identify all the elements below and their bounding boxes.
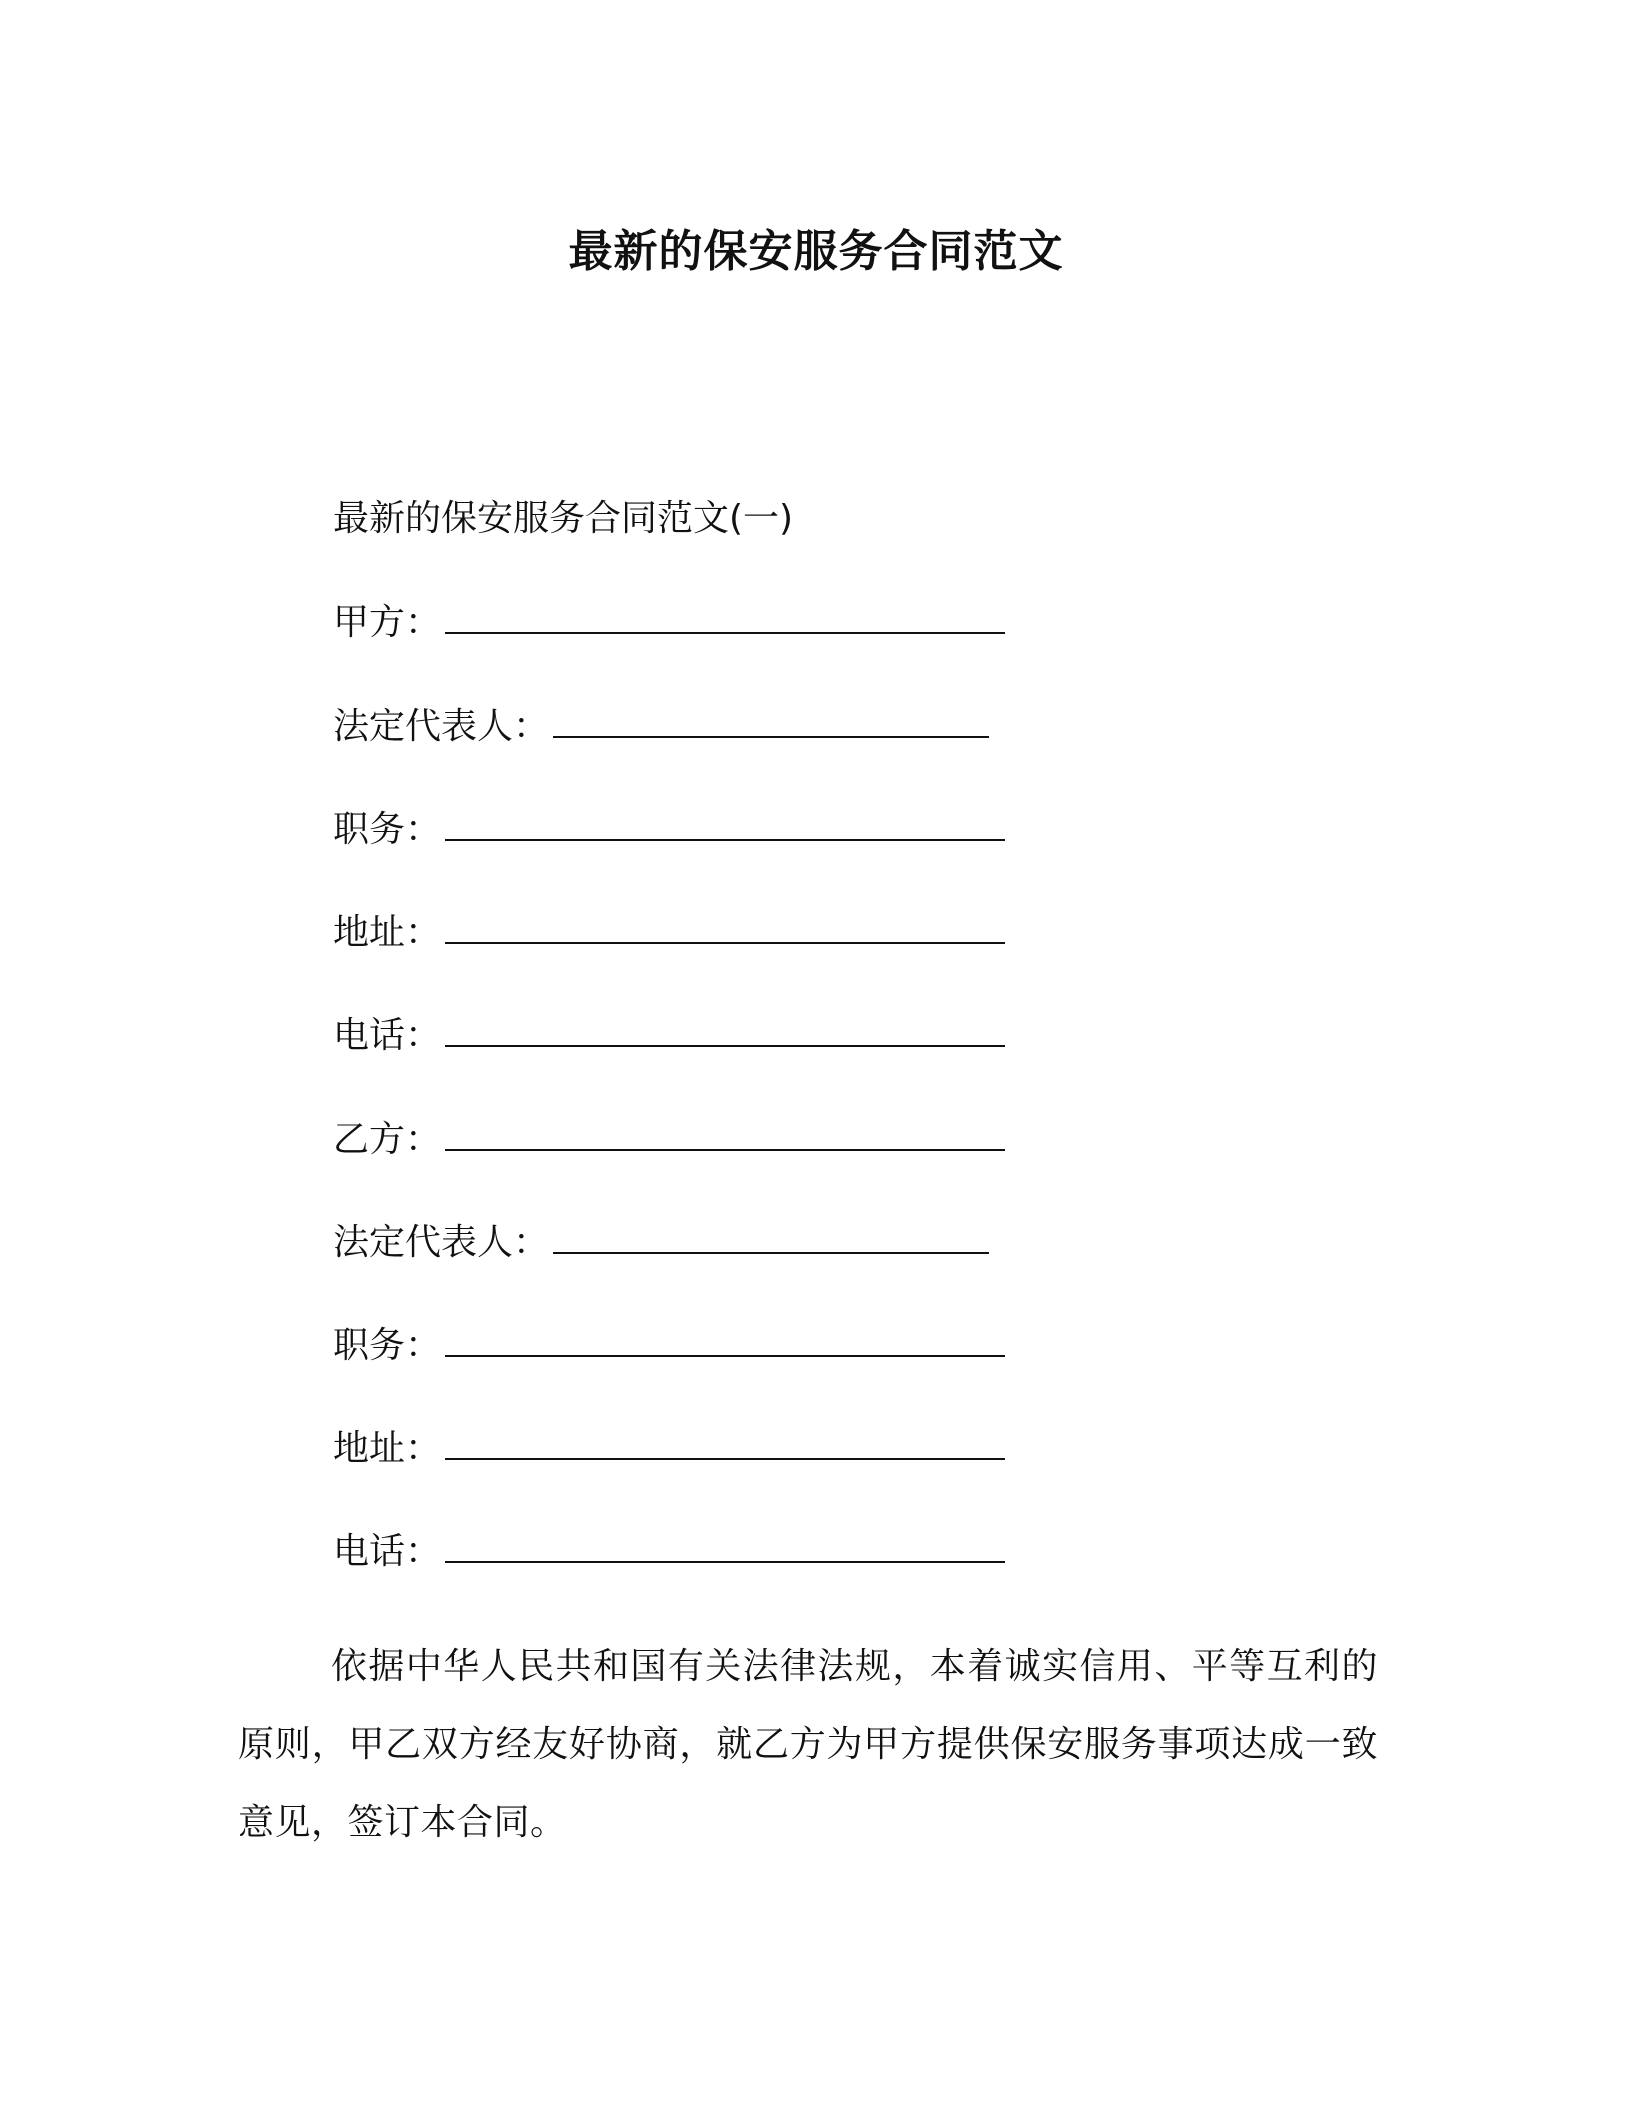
party-a-phone-field [333, 1011, 1005, 1061]
party-a-position-field [333, 805, 1005, 855]
field-label: 电话： [333, 1015, 442, 1056]
blank-line [445, 602, 1005, 634]
field-label: 电话： [333, 1531, 442, 1572]
field-label: 职务： [333, 809, 442, 850]
party-b-position-field [333, 1321, 1005, 1371]
blank-line [445, 809, 1005, 841]
party-a-field [333, 598, 1005, 648]
party-b-phone-field [333, 1527, 1005, 1577]
party-a-address-field [333, 908, 1005, 958]
blank-line [445, 1325, 1005, 1357]
section-subtitle: 最新的保安服务合同范文(一) [333, 498, 794, 539]
field-label: 甲方： [333, 602, 442, 643]
blank-line [445, 1015, 1005, 1047]
party-b-field [333, 1115, 1005, 1165]
field-label: 职务： [333, 1325, 442, 1366]
blank-line [445, 912, 1005, 944]
document-title: 最新的保安服务合同范文 [568, 226, 1064, 277]
field-label: 地址： [333, 912, 442, 953]
blank-line [553, 1222, 989, 1254]
party-b-address-field [333, 1424, 1005, 1474]
contract-preamble-paragraph: 依据中华人民共和国有关法律法规，本着诚实信用、平等互利的原则，甲乙双方经友好协商，就乙方为甲方提供保安服务事项达成一致意见，签订本合同。 [238, 1646, 1378, 1843]
field-label: 法定代表人： [333, 1222, 550, 1263]
party-a-legal-rep-field [333, 702, 989, 752]
field-label: 乙方： [333, 1119, 442, 1160]
blank-line [445, 1531, 1005, 1563]
field-label: 法定代表人： [333, 706, 550, 747]
blank-line [445, 1428, 1005, 1460]
party-b-legal-rep-field [333, 1218, 989, 1268]
field-label: 地址： [333, 1428, 442, 1469]
blank-line [445, 1119, 1005, 1151]
blank-line [553, 706, 989, 738]
